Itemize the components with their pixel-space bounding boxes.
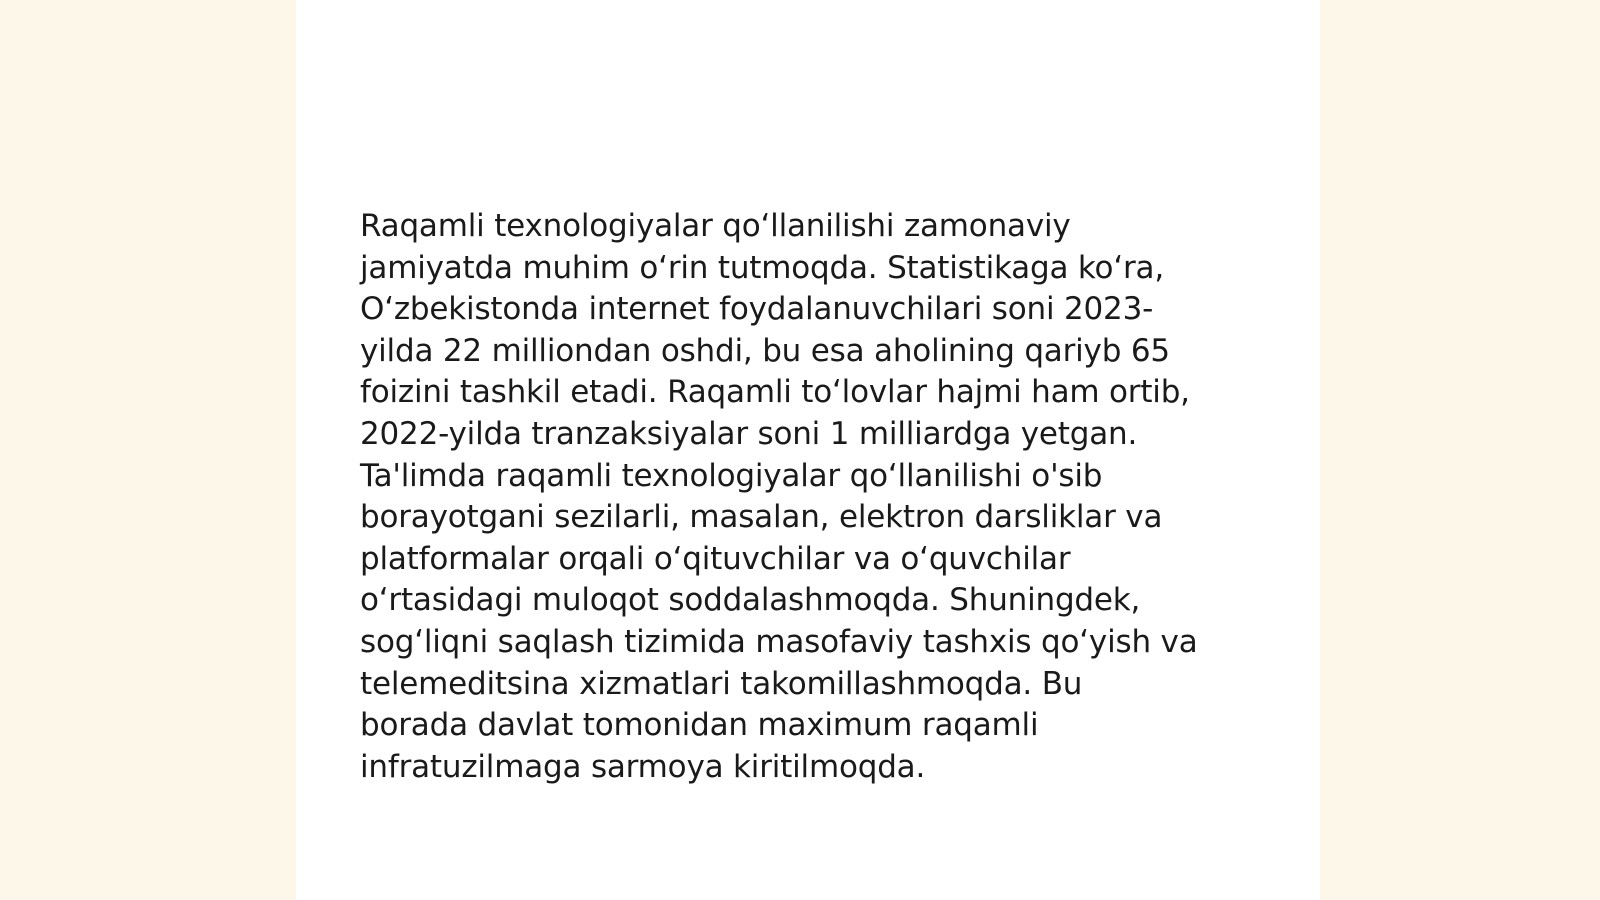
paragraph-line-7: Ta'limda raqamli texnologiyalar qoʻllanilishi o'sib xyxy=(360,457,1103,494)
paragraph-line-5: foizini tashkil etadi. Raqamli toʻlovlar hajmi ham ortib, xyxy=(360,374,1190,411)
paragraph-line-9: platformalar orqali oʻqituvchilar va oʻquvchilar xyxy=(360,540,1071,577)
paragraph-line-4: yilda 22 milliondan oshdi, bu esa aholining qariyb 65 xyxy=(360,332,1170,369)
paragraph-line-14: infratuzilmaga sarmoya kiritilmoqda. xyxy=(360,748,926,785)
body-paragraph xyxy=(360,206,1260,788)
paragraph-line-10: oʻrtasidagi muloqot soddalashmoqda. Shuningdek, xyxy=(360,582,1141,619)
paragraph-line-3: Oʻzbekistonda internet foydalanuvchilari soni 2023- xyxy=(360,291,1154,328)
paragraph-line-1: Raqamli texnologiyalar qoʻllanilishi zamonaviy xyxy=(360,208,1071,244)
paragraph-line-11: sogʻliqni saqlash tizimida masofaviy tashxis qoʻyish va xyxy=(360,623,1198,660)
paragraph-line-2: jamiyatda muhim oʻrin tutmoqda. Statistikaga koʻra, xyxy=(360,249,1164,286)
paragraph-line-12: telemeditsina xizmatlari takomillashmoqda. Bu xyxy=(360,665,1083,702)
paragraph-line-8: borayotgani sezilarli, masalan, elektron darsliklar va xyxy=(360,499,1163,536)
paragraph-line-13: borada davlat tomonidan maximum raqamli xyxy=(360,707,1039,744)
paragraph-line-6: 2022-yilda tranzaksiyalar soni 1 milliardga yetgan. xyxy=(360,415,1138,452)
document-page xyxy=(296,0,1320,900)
